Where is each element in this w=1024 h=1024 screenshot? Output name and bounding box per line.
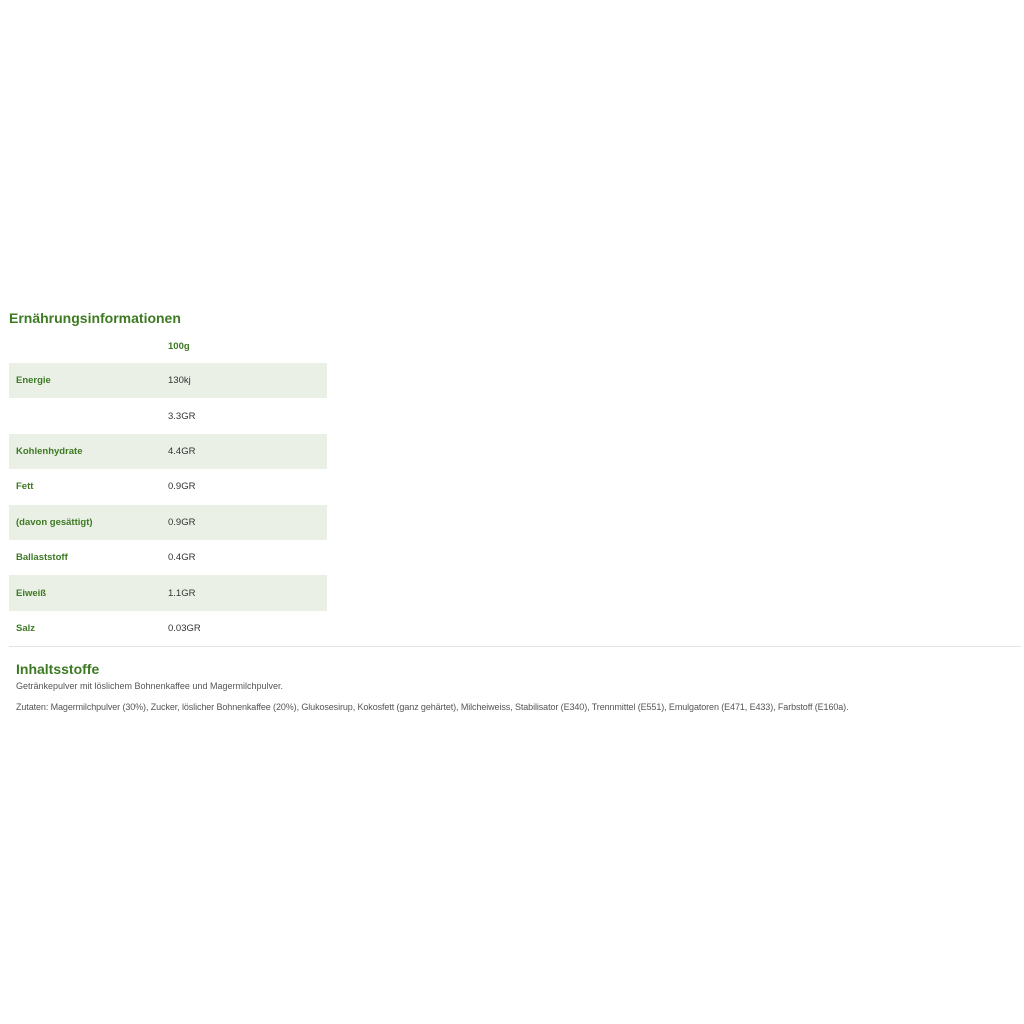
table-row (9, 611, 327, 646)
table-row (9, 469, 327, 504)
table-row (9, 575, 327, 610)
nutrient-label: Ballaststoff (16, 552, 68, 564)
nutrient-value: 0.4GR (168, 552, 196, 564)
section-divider (9, 646, 1021, 647)
nutrient-value: 0.9GR (168, 516, 196, 528)
nutrient-value: 3.3GR (168, 410, 196, 422)
nutrient-value: 130kj (168, 375, 191, 387)
table-row (9, 398, 327, 433)
nutrient-label: Kohlenhydrate (16, 445, 83, 457)
table-row (9, 540, 327, 575)
ingredients-title: Inhaltsstoffe (16, 661, 100, 677)
nutrition-table (9, 330, 327, 646)
ingredients-description: Getränkepulver mit löslichem Bohnenkaffee und Magermilchpulver. (16, 681, 283, 691)
nutrient-label: Energie (16, 375, 51, 387)
nutrition-column-header: 100g (168, 341, 190, 352)
nutrient-label: Fett (16, 481, 34, 493)
ingredients-list: Zutaten: Magermilchpulver (30%), Zucker, löslicher Bohnenkaffee (20%), Glukosesirup, Kokosfett (ganz gehärtet), Milcheiweiss, Stabilisator (E340), Trennmittel (E551), Emulgatoren (E471, E433), Farbstoff (E160a). (16, 702, 849, 712)
table-row (9, 434, 327, 469)
nutrient-label: (davon gesättigt) (16, 516, 93, 528)
nutrient-label: Salz (16, 622, 36, 634)
nutrient-value: 4.4GR (168, 445, 196, 457)
table-row (9, 505, 327, 540)
table-row (9, 363, 327, 398)
nutrition-title: Ernährungsinformationen (9, 310, 181, 326)
nutrient-value: 1.1GR (168, 587, 196, 599)
nutrient-value: 0.03GR (168, 622, 201, 634)
nutrient-label: Eiweiß (16, 587, 47, 599)
nutrient-value: 0.9GR (168, 481, 196, 493)
nutrition-table-header (9, 330, 327, 363)
